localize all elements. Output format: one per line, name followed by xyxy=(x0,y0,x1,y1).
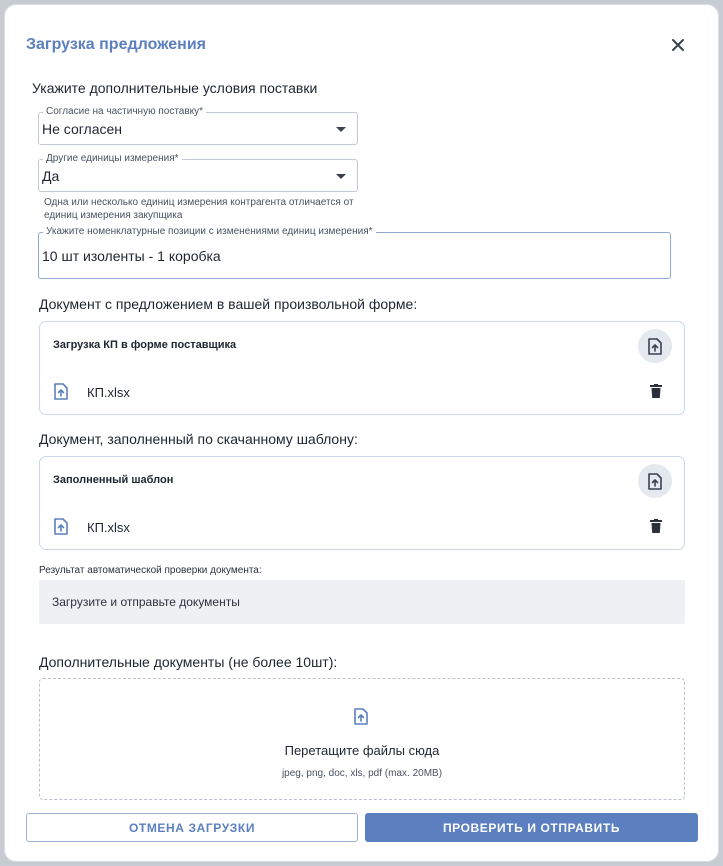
check-result-text: Загрузите и отправьте документы xyxy=(52,595,240,609)
close-button[interactable] xyxy=(667,34,689,56)
chevron-down-icon xyxy=(336,174,346,179)
template-file-name[interactable]: КП.xlsx xyxy=(87,520,130,535)
free-form-card-title: Загрузка КП в форме поставщика xyxy=(53,339,237,351)
positions-input[interactable] xyxy=(38,226,671,279)
dialog-title: Загрузка предложения xyxy=(26,36,207,53)
template-upload-card xyxy=(39,456,685,550)
file-dropzone[interactable] xyxy=(39,678,685,800)
template-upload-button[interactable] xyxy=(638,464,672,498)
file-icon xyxy=(54,383,68,405)
free-form-file-name[interactable]: КП.xlsx xyxy=(87,385,130,400)
partial-delivery-label: Согласие на частичную поставку* xyxy=(43,106,206,118)
delete-file-button[interactable] xyxy=(650,384,662,403)
close-icon xyxy=(671,38,685,52)
file-upload-icon xyxy=(648,473,662,490)
free-form-upload-card xyxy=(39,321,685,415)
positions-label: Укажите номенклатурные позиции с изменениями единиц измерения* xyxy=(43,226,376,238)
check-result-box xyxy=(39,580,685,624)
file-upload-icon xyxy=(648,338,662,355)
free-form-doc-label: Документ с предложением в вашей произвольной форме: xyxy=(39,296,418,312)
other-units-value: Да xyxy=(42,168,60,184)
other-units-label: Другие единицы измерения* xyxy=(43,153,182,165)
additional-docs-label: Дополнительные документы (не более 10шт): xyxy=(39,654,338,670)
template-doc-label: Документ, заполненный по скачанному шаблону: xyxy=(39,431,358,447)
partial-delivery-select[interactable] xyxy=(38,106,358,145)
dropzone-hint: jpeg, png, doc, xls, pdf (max. 20MB) xyxy=(281,768,443,779)
file-icon xyxy=(54,518,68,540)
partial-delivery-value: Не согласен xyxy=(42,121,123,137)
template-card-title: Заполненный шаблон xyxy=(53,474,174,486)
other-units-select[interactable] xyxy=(38,153,358,192)
conditions-section-title: Укажите дополнительные условия поставки xyxy=(32,80,318,96)
upload-offer-dialog xyxy=(4,4,719,862)
trash-icon xyxy=(650,384,662,398)
check-result-label: Результат автоматической проверки документа: xyxy=(39,565,262,576)
positions-value: 10 шт изоленты - 1 коробка xyxy=(42,248,221,264)
file-upload-icon xyxy=(354,708,368,730)
delete-file-button[interactable] xyxy=(650,519,662,538)
other-units-helper: Одна или несколько единиц измерения контрагента отличается от единиц измерения закупщика xyxy=(44,197,354,221)
check-and-submit-button[interactable]: ПРОВЕРИТЬ И ОТПРАВИТЬ xyxy=(365,813,698,842)
trash-icon xyxy=(650,519,662,533)
chevron-down-icon xyxy=(336,127,346,132)
free-form-upload-button[interactable] xyxy=(638,329,672,363)
dropzone-title: Перетащите файлы сюда xyxy=(284,743,440,758)
cancel-upload-button[interactable]: ОТМЕНА ЗАГРУЗКИ xyxy=(26,813,358,842)
